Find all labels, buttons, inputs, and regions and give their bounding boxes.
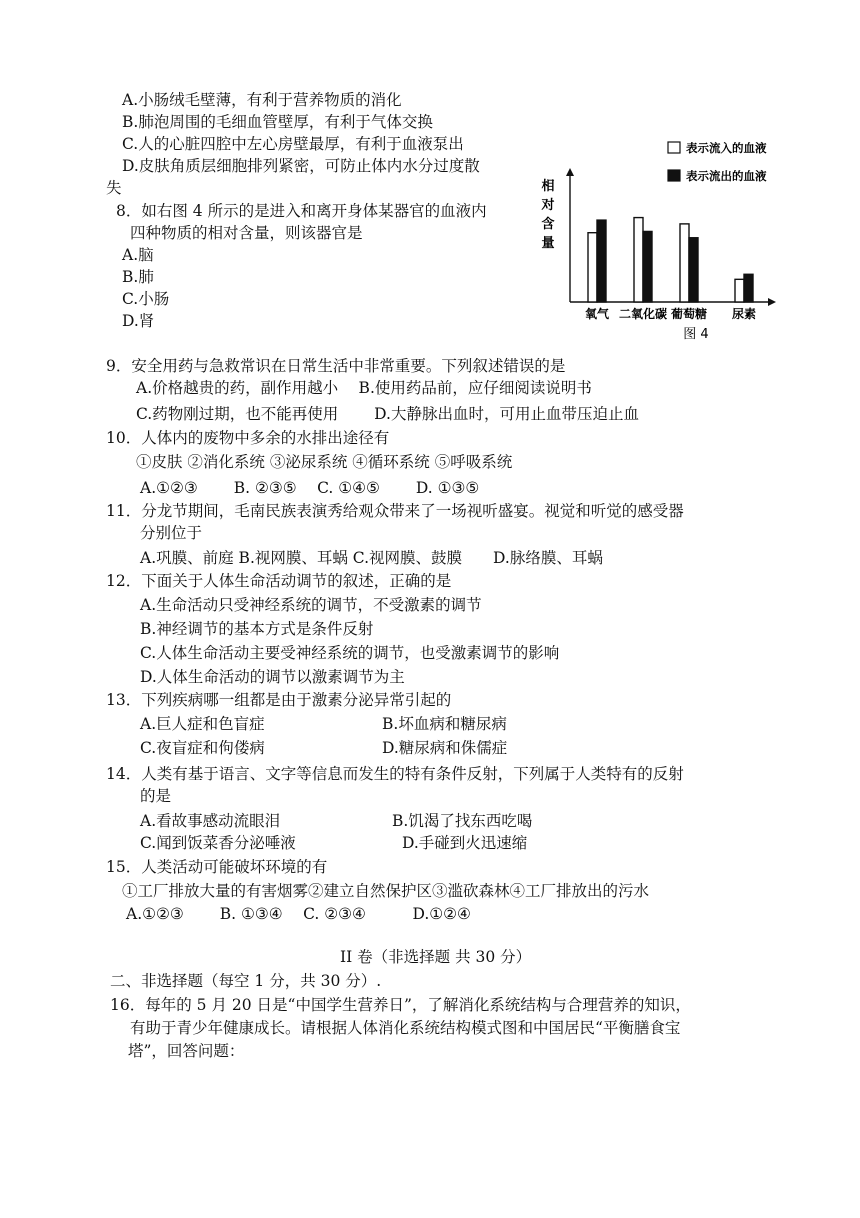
q14-option-b: B.饥渴了找东西吃喝 <box>392 812 533 830</box>
q7-option-c: C.人的心脏四腔中左心房壁最厚，有利于血液泵出 <box>122 135 464 153</box>
q10-items: ①皮肤 ②消化系统 ③泌尿系统 ④循环系统 ⑤呼吸系统 <box>136 453 513 471</box>
q11-stem: 11．分龙节期间，毛南民族表演秀给观众带来了一场视听盛宴。视觉和听觉的感受器 <box>106 502 684 520</box>
q8-stem: 8．如右图 4 所示的是进入和离开身体某器官的血液内 <box>116 202 487 220</box>
y-label-char: 含 <box>541 217 555 232</box>
q15-items: ①工厂排放大量的有害烟雾②建立自然保护区③滥砍森林④工厂排放出的污水 <box>122 882 650 900</box>
q11-stem-cont: 分别位于 <box>140 524 203 542</box>
q12-option-c: C.人体生命活动主要受神经系统的调节，也受激素调节的影响 <box>140 644 560 662</box>
q16-stem-end: 塔”，回答问题： <box>128 1042 245 1060</box>
q7-option-b: B.肺泡周围的毛细血管壁厚，有利于气体交换 <box>122 113 433 131</box>
q16-stem-cont: 有助于青少年健康成长。请根据人体消化系统结构模式图和中国居民“平衡膳食宝 <box>130 1019 681 1037</box>
x-tick-label: 葡萄糖 <box>670 307 708 321</box>
bar <box>680 224 689 302</box>
q8-option-a: A.脑 <box>122 246 154 264</box>
chart-bars <box>588 218 753 302</box>
q12-option-d: D.人体生命活动的调节以激素调节为主 <box>140 668 405 686</box>
y-label-char: 对 <box>541 198 555 213</box>
bar <box>634 218 643 302</box>
x-tick-labels <box>585 306 756 321</box>
q12-option-b: B.神经调节的基本方式是条件反射 <box>140 620 374 638</box>
q14-stem-cont: 的是 <box>140 787 172 805</box>
bar <box>735 279 744 302</box>
y-axis-arrow <box>566 168 574 176</box>
x-tick-label: 氧气 <box>584 307 610 321</box>
q8-stem-cont: 四种物质的相对含量，则该器官是 <box>130 224 363 242</box>
legend-swatch <box>668 170 680 181</box>
q8-option-b: B.肺 <box>122 268 154 286</box>
q14-stem: 14．人类有基于语言、文字等信息而发生的特有条件反射，下列属于人类特有的反射 <box>106 765 684 783</box>
bar <box>689 238 698 302</box>
y-axis-label <box>540 178 554 251</box>
legend-label: 表示流入的血液 <box>686 141 767 155</box>
legend-label: 表示流出的血液 <box>686 169 767 183</box>
bar <box>744 274 753 302</box>
x-tick-label: 尿素 <box>731 307 757 321</box>
figure-caption: 图 4 <box>683 327 709 342</box>
q13-option-c: C.夜盲症和佝偻病 <box>140 739 265 757</box>
x-axis-arrow <box>768 298 776 306</box>
q14-option-c: C.闻到饭菜香分泌唾液 <box>140 834 296 852</box>
section-heading: 二、非选择题（每空 1 分，共 30 分）. <box>110 972 382 990</box>
chart-svg <box>536 130 796 345</box>
q11-options: A.巩膜、前庭 B.视网膜、耳蜗 C.视网膜、鼓膜 D.脉络膜、耳蜗 <box>140 549 603 567</box>
q10-stem: 10．人体内的废物中多余的水排出途径有 <box>106 429 390 447</box>
q7-option-a: A.小肠绒毛壁薄，有利于营养物质的消化 <box>122 91 402 109</box>
q12-option-a: A.生命活动只受神经系统的调节，不受激素的调节 <box>140 596 482 614</box>
q7-option-d-wrap: 失 <box>106 179 122 197</box>
bar <box>643 231 652 302</box>
legend-swatch <box>668 142 680 153</box>
q16-stem: 16．每年的 5 月 20 日是“中国学生营养日”，了解消化系统结构与合理营养的知识， <box>110 996 691 1014</box>
q12-stem: 12．下面关于人体生命活动调节的叙述，正确的是 <box>106 572 452 590</box>
bar <box>597 220 606 302</box>
q7-option-d: D.皮肤角质层细胞排列紧密，可防止体内水分过度散 <box>122 157 480 175</box>
figure-4-chart <box>536 130 796 345</box>
y-label-char: 相 <box>541 179 555 194</box>
q9-options-cd: C.药物刚过期，也不能再使用 D.大静脉出血时，可用止血带压迫止血 <box>136 405 639 423</box>
x-tick-label: 二氧化碳 <box>618 307 668 321</box>
q15-options: A.①②③ B. ①③④ C. ②③④ D.①②④ <box>126 905 471 923</box>
q14-option-a: A.看故事感动流眼泪 <box>140 812 281 830</box>
q8-option-d: D.肾 <box>122 312 155 330</box>
q13-option-d: D.糖尿病和侏儒症 <box>382 739 508 757</box>
q13-stem: 13．下列疾病哪一组都是由于激素分泌异常引起的 <box>106 691 452 709</box>
q10-options: A.①②③ B. ②③⑤ C. ①④⑤ D. ①③⑤ <box>140 479 480 497</box>
q13-option-a: A.巨人症和色盲症 <box>140 715 265 733</box>
q9-stem: 9．安全用药与急救常识在日常生活中非常重要。下列叙述错误的是 <box>106 357 566 375</box>
q8-option-c: C.小肠 <box>122 290 170 308</box>
y-label-char: 量 <box>541 236 555 251</box>
q15-stem: 15．人类活动可能破坏环境的有 <box>106 858 328 876</box>
section-title: II 卷（非选择题 共 30 分） <box>340 948 532 966</box>
chart-legend <box>668 141 767 183</box>
q9-options-ab: A.价格越贵的药，副作用越小 B.使用药品前，应仔细阅读说明书 <box>136 379 592 397</box>
q14-option-d: D.手碰到火迅速缩 <box>402 834 528 852</box>
q13-option-b: B.坏血病和糖尿病 <box>382 715 507 733</box>
bar <box>588 233 597 302</box>
